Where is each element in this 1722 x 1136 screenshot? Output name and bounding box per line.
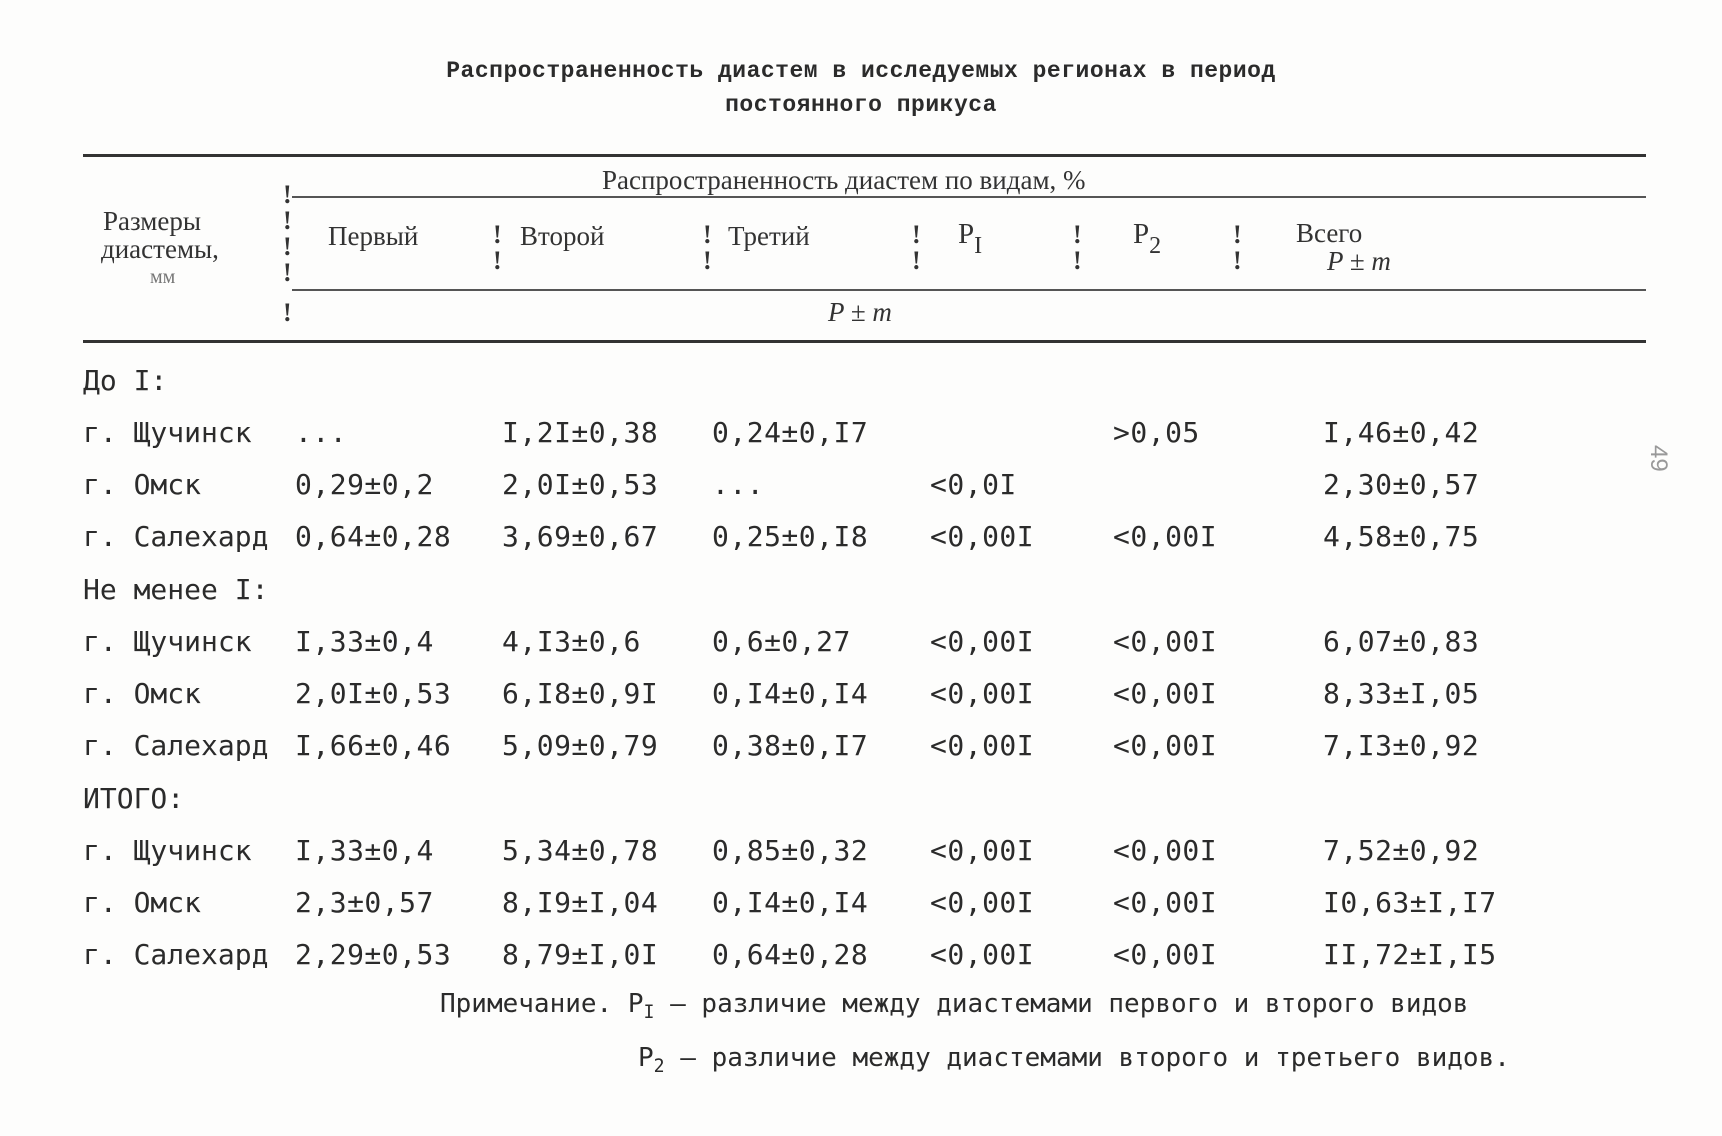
cell-first: I,66±0,46 <box>295 729 452 762</box>
cell-second: 3,69±0,67 <box>502 520 659 553</box>
cell-third: ... <box>712 468 765 501</box>
cell-total: 7,52±0,92 <box>1323 834 1480 867</box>
row-city: г. Салехард <box>83 938 269 971</box>
row-city: г. Салехард <box>83 729 269 762</box>
row-city: г. Щучинск <box>83 625 252 658</box>
cell-third: 0,64±0,28 <box>712 938 869 971</box>
cell-second: 6,I8±0,9I <box>502 677 659 710</box>
cell-total: 7,I3±0,92 <box>1323 729 1480 762</box>
row-city: г. Омск <box>83 677 202 710</box>
separator-mark: ! ! ! ! <box>283 180 292 287</box>
row-city: г. Щучинск <box>83 416 252 449</box>
header-bottom-rule <box>83 340 1646 343</box>
cell-p2: <0,00I <box>1113 938 1218 971</box>
cell-first: I,33±0,4 <box>295 834 434 867</box>
note-p2-sub: 2 <box>653 1056 665 1078</box>
cell-total: 4,58±0,75 <box>1323 520 1480 553</box>
group-label: ИТОГО: <box>83 782 185 815</box>
row-city: г. Салехард <box>83 520 269 553</box>
cell-p1: <0,0I <box>930 468 1017 501</box>
col-header-p1-sub: I <box>974 233 983 259</box>
cell-p2: <0,00I <box>1113 729 1218 762</box>
cell-p1: <0,00I <box>930 886 1035 919</box>
cell-first: 0,29±0,2 <box>295 468 434 501</box>
col-header-third: Третий <box>728 221 810 251</box>
cell-first: I,33±0,4 <box>295 625 434 658</box>
separator-mark: ! ! <box>1073 220 1082 275</box>
cell-p2: <0,00I <box>1113 520 1218 553</box>
cell-total: 6,07±0,83 <box>1323 625 1480 658</box>
cell-third: 0,6±0,27 <box>712 625 851 658</box>
cell-third: 0,25±0,I8 <box>712 520 869 553</box>
span-rule <box>292 196 1646 198</box>
cell-total: 2,30±0,57 <box>1323 468 1480 501</box>
row-label-line1: Размеры <box>103 206 201 236</box>
cell-first: 2,0I±0,53 <box>295 677 452 710</box>
note-line1: Примечание. $P_I$ – различие между диастемами первого и второго видов <box>440 989 1469 1024</box>
bottom-header-label: P ± m <box>828 297 892 327</box>
cell-third: 0,38±0,I7 <box>712 729 869 762</box>
row-label-unit: мм <box>150 266 176 288</box>
col-header-p1: $P_I$ <box>958 218 983 259</box>
cell-second: 8,79±I,0I <box>502 938 659 971</box>
cell-total: 8,33±I,05 <box>1323 677 1480 710</box>
cell-p1: <0,00I <box>930 938 1035 971</box>
cell-p2: <0,00I <box>1113 834 1218 867</box>
cell-second: 5,09±0,79 <box>502 729 659 762</box>
cell-second: 5,34±0,78 <box>502 834 659 867</box>
page-number: 49 <box>1645 445 1672 472</box>
cell-first: 2,29±0,53 <box>295 938 452 971</box>
separator-mark: ! ! <box>703 220 712 275</box>
cell-second: I,2I±0,38 <box>502 416 659 449</box>
col-header-first: Первый <box>328 221 419 251</box>
cell-second: 2,0I±0,53 <box>502 468 659 501</box>
subheader-rule <box>292 289 1646 291</box>
cell-p1: <0,00I <box>930 520 1035 553</box>
separator-mark: ! ! <box>1233 220 1242 275</box>
cell-total: II,72±I,I5 <box>1323 938 1497 971</box>
cell-p1: <0,00I <box>930 677 1035 710</box>
separator-mark: ! <box>283 298 292 327</box>
row-city: г. Щучинск <box>83 834 252 867</box>
cell-third: 0,I4±0,I4 <box>712 677 869 710</box>
cell-second: 4,I3±0,6 <box>502 625 641 658</box>
col-header-p2-sub: 2 <box>1149 233 1162 259</box>
span-header: Распространенность диастем по видам, % <box>602 165 1086 195</box>
note-line2: $P_2$ – различие между диастемами второго и третьего видов. <box>638 1043 1510 1078</box>
table-title-line2: постоянного прикуса <box>725 92 997 118</box>
cell-p2: >0,05 <box>1113 416 1200 449</box>
col-header-total: Всего <box>1296 218 1363 248</box>
cell-third: 0,85±0,32 <box>712 834 869 867</box>
note-p1-sub: I <box>643 1002 655 1024</box>
row-label-line2: диастемы, <box>101 234 219 264</box>
cell-p2: <0,00I <box>1113 886 1218 919</box>
row-city: г. Омск <box>83 886 202 919</box>
cell-total: I,46±0,42 <box>1323 416 1480 449</box>
col-header-total-sub: P ± m <box>1327 246 1391 276</box>
cell-p1: <0,00I <box>930 834 1035 867</box>
cell-first: ... <box>295 416 348 449</box>
cell-p1: <0,00I <box>930 729 1035 762</box>
row-city: г. Омск <box>83 468 202 501</box>
table-title-line1: Распространенность диастем в исследуемых регионах в период <box>446 58 1276 84</box>
cell-first: 0,64±0,28 <box>295 520 452 553</box>
col-header-p2: $P_2$ <box>1133 218 1162 259</box>
cell-first: 2,3±0,57 <box>295 886 434 919</box>
cell-second: 8,I9±I,04 <box>502 886 659 919</box>
group-label: До I: <box>83 364 168 397</box>
top-rule <box>83 154 1646 157</box>
separator-mark: ! ! <box>912 220 921 275</box>
cell-third: 0,I4±0,I4 <box>712 886 869 919</box>
cell-p2: <0,00I <box>1113 625 1218 658</box>
cell-total: I0,63±I,I7 <box>1323 886 1497 919</box>
cell-p2: <0,00I <box>1113 677 1218 710</box>
col-header-second: Второй <box>520 221 605 251</box>
separator-mark: ! ! <box>493 220 502 275</box>
group-label: Не менее I: <box>83 573 269 606</box>
cell-third: 0,24±0,I7 <box>712 416 869 449</box>
cell-p1: <0,00I <box>930 625 1035 658</box>
